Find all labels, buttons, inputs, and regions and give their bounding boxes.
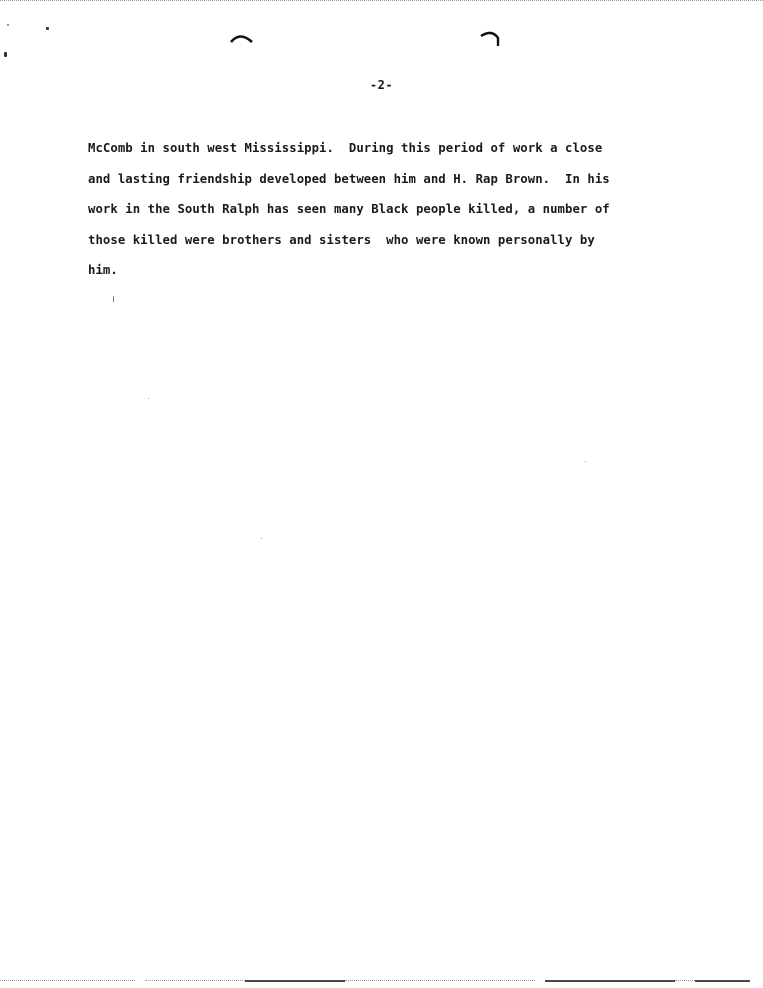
scan-speck (261, 538, 262, 539)
text-line: those killed were brothers and sisters who were known personally by (88, 232, 595, 247)
scan-top-edge (0, 0, 763, 5)
text-line: and lasting friendship developed between him and H. Rap Brown. In his (88, 171, 610, 186)
punch-hole-mark-right (478, 30, 504, 50)
scan-bottom-edge (245, 980, 345, 982)
scan-bottom-edge (145, 980, 245, 981)
scan-speck (148, 398, 149, 399)
scan-speck (46, 27, 49, 30)
text-line: McComb in south west Mississippi. During this period of work a close (88, 141, 603, 155)
scan-bottom-edge (695, 980, 750, 982)
scan-bottom-edge (675, 980, 695, 981)
scan-speck (4, 52, 7, 57)
scan-bottom-edge (345, 980, 535, 981)
body-paragraph (88, 136, 688, 289)
scan-bottom-edge (545, 980, 675, 982)
text-line: him. (88, 263, 118, 277)
text-line: work in the South Ralph has seen many Black people killed, a number of (88, 202, 610, 216)
scan-bottom-edge (0, 980, 135, 981)
scan-speck (585, 461, 586, 462)
scan-speck (113, 296, 114, 302)
page-number: -2- (369, 78, 394, 92)
scan-speck (7, 24, 9, 26)
punch-hole-mark-left (228, 30, 256, 48)
